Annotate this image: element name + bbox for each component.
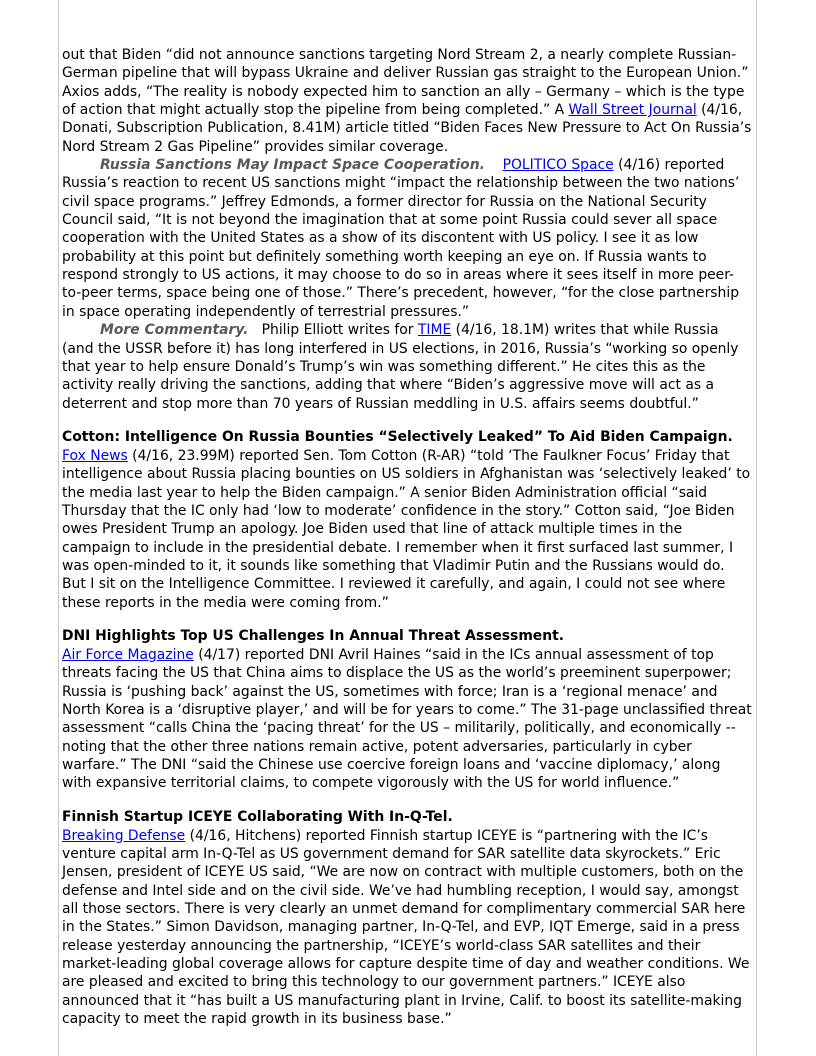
paragraph-cotton: Fox News (4/16, 23.99M) reported Sen. Tom Cotton (R-AR) “told ‘The Faulkner Focus’ Friday that intelligence about Russia placing bounties on US soldiers in Afghanistan was ‘selectively leaked’ to the media last year to help the Biden campaign.” A senior Biden Administration official “said Thursday that the IC only had ‘low to moderate’ confidence in the story.” Cotton said, “Joe Biden owes President Trump an apology. Joe Biden used that line of attack multiple times in the campaign to include in the presidential debate. I remember when it first surfaced last summer, I was open-minded to it, it sounds like something that Vladimir Putin and the Russians would do. But I sit on the Intelligence Committee. I reviewed it carefully, and again, I could not see where these reports in the media were coming from.” xyxy=(62,447,751,611)
document-body xyxy=(62,46,752,1029)
subhead-more-commentary: More Commentary. xyxy=(100,322,249,339)
link-fox-news[interactable]: Fox News xyxy=(62,447,128,464)
headline-dni: DNI Highlights Top US Challenges In Annual Threat Assessment. xyxy=(62,627,565,644)
link-air-force-magazine[interactable]: Air Force Magazine xyxy=(62,646,194,663)
subhead-space-cooperation: Russia Sanctions May Impact Space Cooperation. xyxy=(100,157,485,174)
link-breaking-defense[interactable]: Breaking Defense xyxy=(62,827,186,844)
paragraph-space-cooperation: Russia Sanctions May Impact Space Cooperation. POLITICO Space (4/16) reported Russia’s reaction to recent US sanctions might “impact the relationship between the two nations’ civil space programs.” Jeffrey Edmonds, a former director for Russia on the National Security Council said, “It is not beyond the imagination that at some point Russia could sever all space cooperation with the United States as a show of its discontent with US policy. I see it as low probability at this point but definitely something worth keeping an eye on. If Russia wants to respond strongly to US actions, it may choose to do so in areas where it sees itself in more peer-to-peer terms, space being one of those.” There’s precedent, however, “for the close partnership in space operating independently of terrestrial pressures.” xyxy=(62,157,740,320)
link-wall-street-journal[interactable]: Wall Street Journal xyxy=(568,102,697,119)
paragraph-nord-stream: out that Biden “did not announce sanctions targeting Nord Stream 2, a nearly complete Russian-German pipeline that will bypass Ukraine and deliver Russian gas straight to the European Union.” Axios adds, “The reality is nobody expected him to sanction an ally – Germany – which is the type of action that might actually stop the pipeline from being completed.” A Wall Street Journal (4/16, Donati, Subscription Publication, 8.41M) article titled “Biden Faces New Pressure to Act On Russia’s Nord Stream 2 Gas Pipeline” provides similar coverage. xyxy=(62,47,752,155)
paragraph-dni: Air Force Magazine (4/17) reported DNI Avril Haines “said in the ICs annual assessment of top threats facing the US that China aims to displace the US as the world’s preeminent superpower; Russia is ‘pushing back’ against the US, sometimes with force; Iran is a ‘regional menace’ and North Korea is a ‘disruptive player,’ and will be for years to come.” The 31-page unclassified threat assessment “calls China the ‘pacing threat’ for the US – militarily, politically, and economically -- noting that the other three nations remain active, potent adversaries, particularly in cyber warfare.” The DNI “said the Chinese use coercive foreign loans and ‘vaccine diplomacy,’ along with expansive territorial claims, to compete vigorously with the US for world influence.” xyxy=(62,646,752,792)
link-time[interactable]: TIME xyxy=(417,322,452,339)
link-politico-space[interactable]: POLITICO Space xyxy=(502,157,614,174)
headline-iceye: Finnish Startup ICEYE Collaborating With In-Q-Tel. xyxy=(62,808,453,825)
paragraph-more-commentary: More Commentary. Philip Elliott writes for TIME (4/16, 18.1M) writes that while Russia (and the USSR before it) has long interfered in US elections, in 2016, Russia’s “working so openly that year to help ensure Donald’s Trump’s win was something different.” He cites this as the activity really driving the sanctions, adding that where “Biden’s aggressive move will act as a deterrent and stop more than 70 years of Russian meddling in U.S. affairs seems doubtful.” xyxy=(62,322,739,412)
headline-cotton: Cotton: Intelligence On Russia Bounties “Selectively Leaked” To Aid Biden Campaign. xyxy=(62,428,733,445)
paragraph-iceye: Breaking Defense (4/16, Hitchens) reported Finnish startup ICEYE is “partnering with the IC’s venture capital arm In-Q-Tel as US government demand for SAR satellite data skyrockets.” Eric Jensen, president of ICEYE US said, “We are now on contract with multiple customers, both on the defense and Intel side and on the civil side. We’ve had humbling reception, I would say, amongst all those sectors. There is very clearly an unmet demand for complimentary commercial SAR here in the States.” Simon Davidson, managing partner, In-Q-Tel, and EVP, IQT Emerge, said in a press release yesterday announcing the partnership, “ICEYE’s world-class SAR satellites and their market-leading global coverage allows for capture despite time of day and weather conditions. We are pleased and excited to bring this technology to our government partners.” ICEYE also announced that it “has built a US manufacturing plant in Irvine, Calif. to boost its satellite-making capacity to meet the rapid growth in its business base.” xyxy=(62,827,750,1028)
